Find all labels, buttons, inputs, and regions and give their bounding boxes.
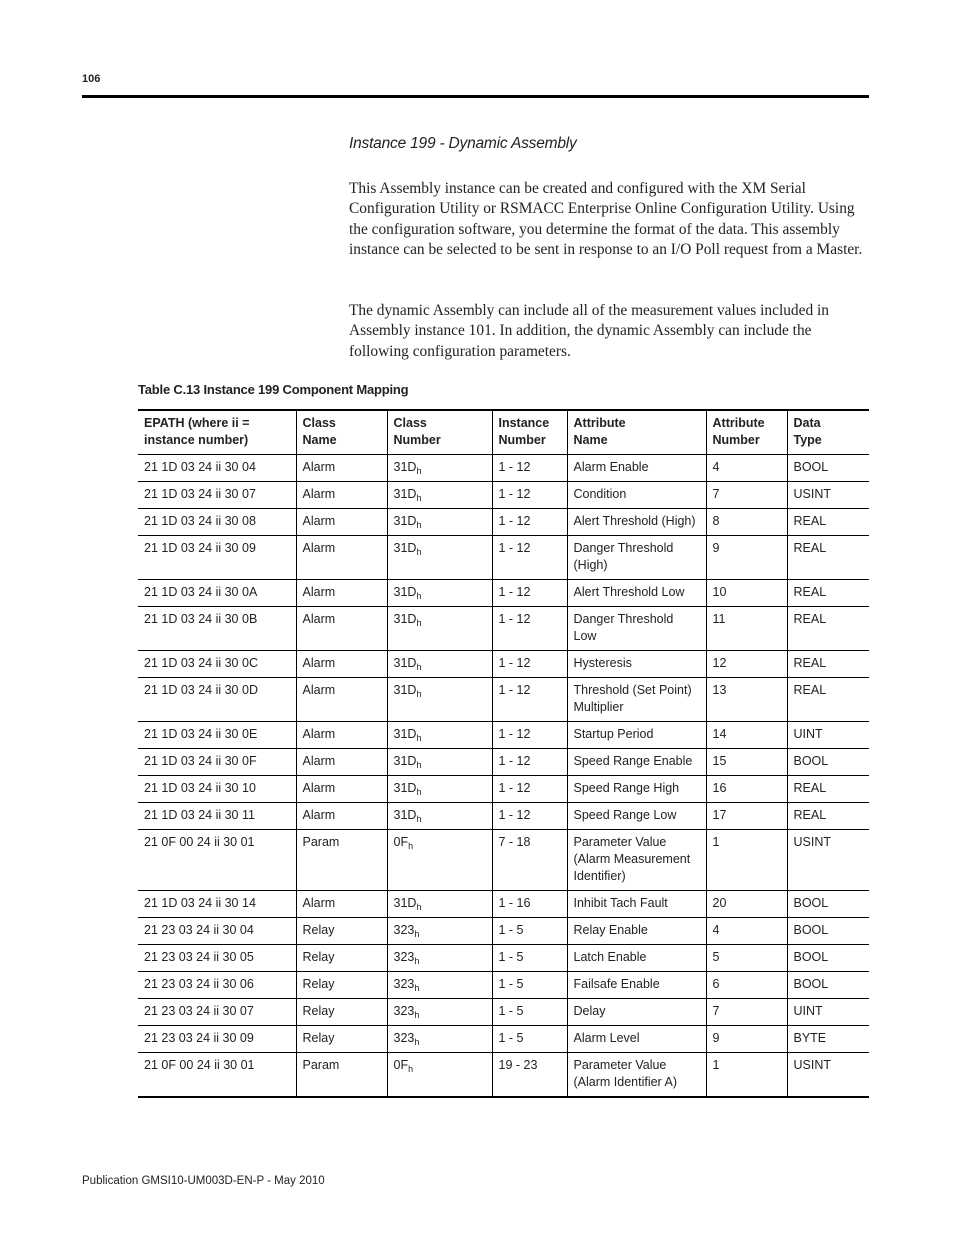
hex-subscript: h [414, 929, 420, 939]
cell-class-number: $31D_h$ [387, 607, 492, 651]
cell-class-number: $323_h$ [387, 972, 492, 999]
cell-class-number: $31D_h$ [387, 536, 492, 580]
table-row [138, 580, 869, 607]
hex-subscript: h [416, 662, 422, 672]
cell-class-number: $31D_h$ [387, 891, 492, 918]
hex-subscript: h [416, 733, 422, 743]
table-row [138, 891, 869, 918]
hex-subscript: h [416, 520, 422, 530]
table-row [138, 776, 869, 803]
cell-attribute-name: Condition [567, 482, 706, 509]
cell-class-number: $31D_h$ [387, 455, 492, 482]
cell-epath: 21 1D 03 24 ii 30 14 [138, 891, 296, 918]
cell-instance-number: 1 - 12 [492, 722, 567, 749]
cell-instance-number: 1 - 5 [492, 972, 567, 999]
table-row [138, 536, 869, 580]
header-class-number: Class Number [387, 410, 492, 455]
cell-class-name: Param [296, 1053, 387, 1098]
cell-class-name: Alarm [296, 482, 387, 509]
cell-instance-number: 1 - 5 [492, 945, 567, 972]
hex-subscript: h [416, 814, 422, 824]
cell-instance-number: 1 - 12 [492, 651, 567, 678]
table-row [138, 803, 869, 830]
cell-attribute-name: Parameter Value (Alarm Measurement Identifier) [567, 830, 706, 891]
cell-class-name: Alarm [296, 651, 387, 678]
cell-class-number: $31D_h$ [387, 803, 492, 830]
header-rule [82, 95, 869, 98]
cell-instance-number: 1 - 12 [492, 580, 567, 607]
cell-data-type: BOOL [787, 918, 869, 945]
cell-instance-number: 1 - 12 [492, 536, 567, 580]
table-row [138, 455, 869, 482]
cell-attribute-name: Alarm Level [567, 1026, 706, 1053]
cell-attribute-number: 9 [706, 536, 787, 580]
table-caption: Table C.13 Instance 199 Component Mapping [138, 382, 409, 397]
cell-instance-number: 1 - 12 [492, 749, 567, 776]
cell-class-name: Relay [296, 972, 387, 999]
cell-data-type: REAL [787, 803, 869, 830]
cell-epath: 21 1D 03 24 ii 30 0A [138, 580, 296, 607]
cell-epath: 21 0F 00 24 ii 30 01 [138, 830, 296, 891]
cell-instance-number: 19 - 23 [492, 1053, 567, 1098]
cell-data-type: BOOL [787, 455, 869, 482]
cell-class-number: $31D_h$ [387, 580, 492, 607]
cell-class-name: Alarm [296, 749, 387, 776]
table-row [138, 1053, 869, 1098]
cell-attribute-number: 12 [706, 651, 787, 678]
hex-subscript: h [416, 760, 422, 770]
hex-subscript: h [414, 1037, 420, 1047]
cell-data-type: REAL [787, 776, 869, 803]
cell-instance-number: 1 - 12 [492, 803, 567, 830]
cell-epath: 21 23 03 24 ii 30 04 [138, 918, 296, 945]
cell-epath: 21 1D 03 24 ii 30 09 [138, 536, 296, 580]
publication-footer: Publication GMSI10-UM003D-EN-P - May 2010 [82, 1175, 325, 1187]
cell-epath: 21 23 03 24 ii 30 07 [138, 999, 296, 1026]
cell-epath: 21 23 03 24 ii 30 09 [138, 1026, 296, 1053]
header-data-type: Data Type [787, 410, 869, 455]
cell-epath: 21 1D 03 24 ii 30 0D [138, 678, 296, 722]
table-row [138, 1026, 869, 1053]
cell-instance-number: 1 - 16 [492, 891, 567, 918]
hex-subscript: h [416, 787, 422, 797]
cell-epath: 21 1D 03 24 ii 30 08 [138, 509, 296, 536]
cell-instance-number: 1 - 5 [492, 999, 567, 1026]
cell-attribute-name: Speed Range Enable [567, 749, 706, 776]
table-row [138, 482, 869, 509]
cell-data-type: REAL [787, 509, 869, 536]
cell-attribute-number: 11 [706, 607, 787, 651]
cell-epath: 21 1D 03 24 ii 30 11 [138, 803, 296, 830]
cell-data-type: BOOL [787, 749, 869, 776]
cell-class-name: Alarm [296, 536, 387, 580]
table-row [138, 999, 869, 1026]
cell-attribute-name: Alert Threshold (High) [567, 509, 706, 536]
cell-instance-number: 1 - 12 [492, 607, 567, 651]
cell-attribute-number: 6 [706, 972, 787, 999]
cell-data-type: REAL [787, 607, 869, 651]
cell-class-name: Alarm [296, 776, 387, 803]
cell-epath: 21 1D 03 24 ii 30 07 [138, 482, 296, 509]
cell-class-name: Alarm [296, 678, 387, 722]
cell-attribute-number: 10 [706, 580, 787, 607]
cell-class-number: $31D_h$ [387, 651, 492, 678]
cell-attribute-name: Threshold (Set Point) Multiplier [567, 678, 706, 722]
table-row [138, 972, 869, 999]
header-attribute-name: Attribute Name [567, 410, 706, 455]
hex-subscript: h [414, 1010, 420, 1020]
cell-attribute-name: Hysteresis [567, 651, 706, 678]
header-epath: EPATH (where ii = instance number) [138, 410, 296, 455]
cell-class-name: Param [296, 830, 387, 891]
table-row [138, 509, 869, 536]
cell-attribute-number: 16 [706, 776, 787, 803]
cell-epath: 21 1D 03 24 ii 30 0E [138, 722, 296, 749]
cell-class-number: $31D_h$ [387, 482, 492, 509]
component-mapping-table [138, 409, 869, 1098]
hex-subscript: h [416, 689, 422, 699]
cell-instance-number: 7 - 18 [492, 830, 567, 891]
cell-attribute-number: 4 [706, 918, 787, 945]
cell-data-type: UINT [787, 999, 869, 1026]
page-number: 106 [82, 73, 101, 85]
cell-attribute-name: Danger Threshold Low [567, 607, 706, 651]
cell-epath: 21 1D 03 24 ii 30 0F [138, 749, 296, 776]
cell-class-name: Alarm [296, 455, 387, 482]
cell-epath: 21 0F 00 24 ii 30 01 [138, 1053, 296, 1098]
cell-attribute-name: Parameter Value (Alarm Identifier A) [567, 1053, 706, 1098]
cell-epath: 21 1D 03 24 ii 30 0B [138, 607, 296, 651]
cell-instance-number: 1 - 12 [492, 509, 567, 536]
cell-class-number: $0F_h$ [387, 830, 492, 891]
cell-instance-number: 1 - 5 [492, 1026, 567, 1053]
cell-attribute-name: Danger Threshold (High) [567, 536, 706, 580]
cell-epath: 21 1D 03 24 ii 30 0C [138, 651, 296, 678]
cell-data-type: USINT [787, 1053, 869, 1098]
cell-attribute-name: Relay Enable [567, 918, 706, 945]
hex-subscript: h [416, 547, 422, 557]
table-row [138, 607, 869, 651]
hex-subscript: h [416, 902, 422, 912]
cell-attribute-number: 1 [706, 1053, 787, 1098]
cell-instance-number: 1 - 12 [492, 776, 567, 803]
cell-attribute-number: 17 [706, 803, 787, 830]
cell-class-number: $323_h$ [387, 918, 492, 945]
intro-paragraph: This Assembly instance can be created and configured with the XM Serial Configuration Utility or RSMACC Enterprise Online Configuration Utility. Using the configuration software, you determine the format of the data. This assembly instance can be selected to be sent in response to an I/O Poll request from a Master. [349, 180, 863, 259]
cell-attribute-name: Inhibit Tach Fault [567, 891, 706, 918]
header-attribute-number: Attribute Number [706, 410, 787, 455]
cell-class-number: $31D_h$ [387, 749, 492, 776]
cell-attribute-number: 8 [706, 509, 787, 536]
cell-class-number: $0F_h$ [387, 1053, 492, 1098]
hex-subscript: h [416, 591, 422, 601]
cell-attribute-name: Alert Threshold Low [567, 580, 706, 607]
cell-instance-number: 1 - 5 [492, 918, 567, 945]
cell-attribute-number: 20 [706, 891, 787, 918]
cell-instance-number: 1 - 12 [492, 455, 567, 482]
hex-subscript: h [416, 493, 422, 503]
cell-attribute-name: Speed Range High [567, 776, 706, 803]
cell-attribute-number: 7 [706, 999, 787, 1026]
cell-data-type: REAL [787, 651, 869, 678]
cell-attribute-number: 7 [706, 482, 787, 509]
cell-epath: 21 23 03 24 ii 30 05 [138, 945, 296, 972]
cell-class-number: $31D_h$ [387, 722, 492, 749]
cell-class-number: $31D_h$ [387, 776, 492, 803]
cell-attribute-number: 1 [706, 830, 787, 891]
hex-subscript: h [416, 466, 422, 476]
cell-attribute-name: Alarm Enable [567, 455, 706, 482]
hex-subscript: h [408, 841, 414, 851]
cell-data-type: REAL [787, 536, 869, 580]
cell-class-name: Relay [296, 1026, 387, 1053]
cell-attribute-name: Failsafe Enable [567, 972, 706, 999]
cell-class-number: $31D_h$ [387, 678, 492, 722]
cell-attribute-number: 9 [706, 1026, 787, 1053]
cell-epath: 21 1D 03 24 ii 30 04 [138, 455, 296, 482]
cell-class-name: Relay [296, 999, 387, 1026]
cell-class-name: Alarm [296, 580, 387, 607]
cell-data-type: USINT [787, 482, 869, 509]
table-row [138, 945, 869, 972]
cell-attribute-number: 15 [706, 749, 787, 776]
cell-data-type: BOOL [787, 972, 869, 999]
table-row [138, 830, 869, 891]
table-header-row [138, 410, 869, 455]
table-row [138, 651, 869, 678]
detail-paragraph: The dynamic Assembly can include all of the measurement values included in Assembly instance 101. In addition, the dynamic Assembly can include the following configuration parameters. [349, 302, 829, 360]
cell-class-name: Alarm [296, 607, 387, 651]
table-row [138, 749, 869, 776]
cell-data-type: BOOL [787, 891, 869, 918]
cell-class-name: Relay [296, 918, 387, 945]
cell-class-name: Alarm [296, 722, 387, 749]
cell-attribute-name: Latch Enable [567, 945, 706, 972]
cell-instance-number: 1 - 12 [492, 678, 567, 722]
cell-epath: 21 23 03 24 ii 30 06 [138, 972, 296, 999]
cell-class-number: $323_h$ [387, 945, 492, 972]
table-row [138, 918, 869, 945]
cell-data-type: BOOL [787, 945, 869, 972]
hex-subscript: h [414, 956, 420, 966]
table-row [138, 722, 869, 749]
cell-instance-number: 1 - 12 [492, 482, 567, 509]
cell-attribute-name: Delay [567, 999, 706, 1026]
header-class-name: Class Name [296, 410, 387, 455]
cell-data-type: REAL [787, 678, 869, 722]
table-body [138, 455, 869, 1098]
cell-class-number: $31D_h$ [387, 509, 492, 536]
cell-class-name: Alarm [296, 509, 387, 536]
cell-data-type: USINT [787, 830, 869, 891]
section-title: Instance 199 - Dynamic Assembly [349, 135, 577, 152]
cell-attribute-name: Speed Range Low [567, 803, 706, 830]
hex-subscript: h [416, 618, 422, 628]
cell-class-number: $323_h$ [387, 1026, 492, 1053]
hex-subscript: h [408, 1064, 414, 1074]
cell-data-type: REAL [787, 580, 869, 607]
header-instance-number: Instance Number [492, 410, 567, 455]
cell-data-type: BYTE [787, 1026, 869, 1053]
cell-epath: 21 1D 03 24 ii 30 10 [138, 776, 296, 803]
cell-attribute-name: Startup Period [567, 722, 706, 749]
cell-attribute-number: 14 [706, 722, 787, 749]
hex-subscript: h [414, 983, 420, 993]
cell-class-number: $323_h$ [387, 999, 492, 1026]
cell-class-name: Alarm [296, 891, 387, 918]
cell-attribute-number: 4 [706, 455, 787, 482]
cell-attribute-number: 5 [706, 945, 787, 972]
cell-attribute-number: 13 [706, 678, 787, 722]
cell-data-type: UINT [787, 722, 869, 749]
cell-class-name: Relay [296, 945, 387, 972]
table-row [138, 678, 869, 722]
cell-class-name: Alarm [296, 803, 387, 830]
